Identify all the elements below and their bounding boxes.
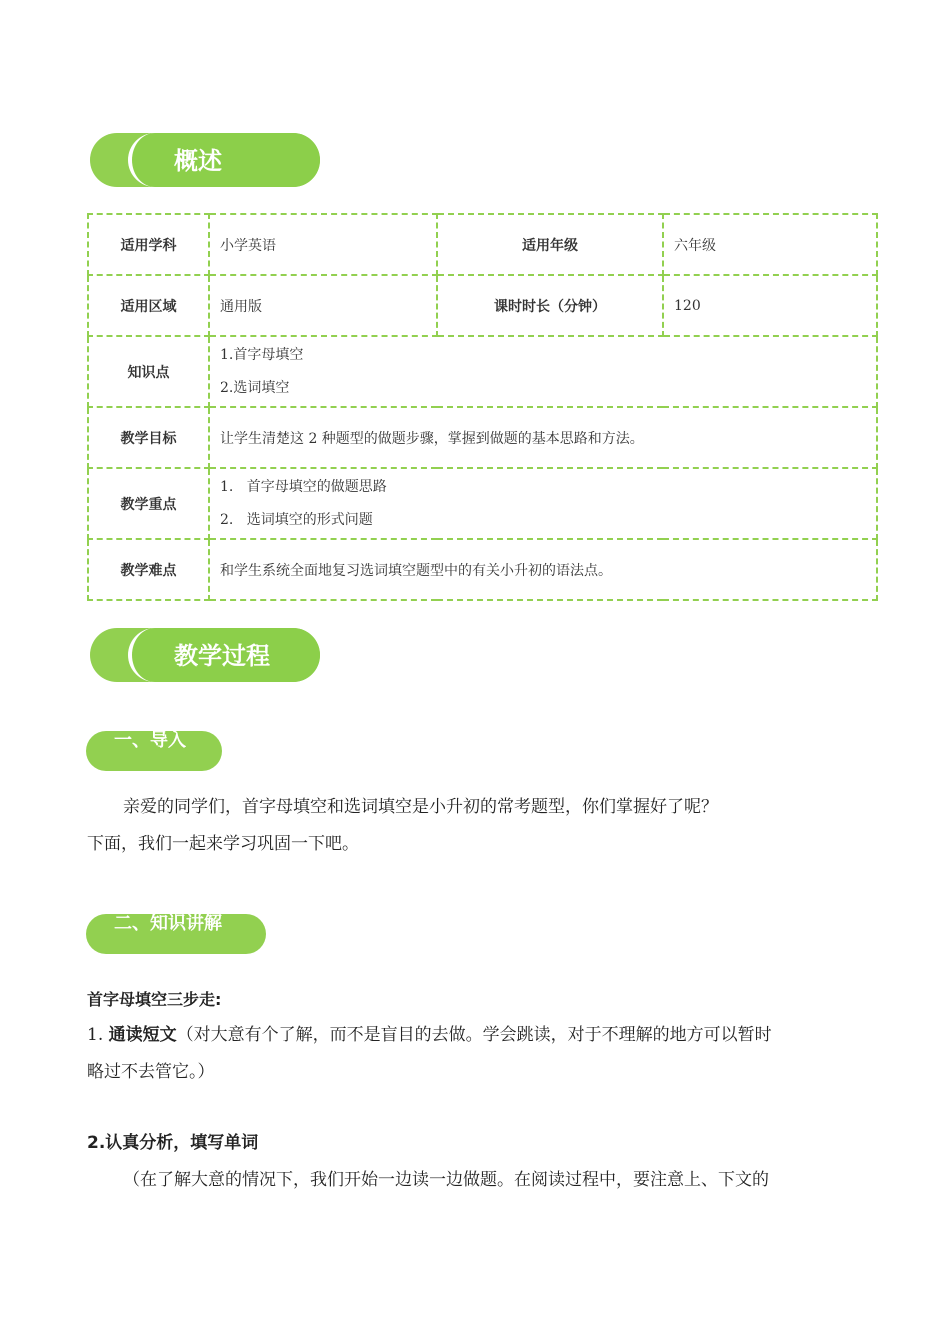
knowledge-title: 二、知识讲解 <box>114 913 222 934</box>
intro-line-1: 亲爱的同学们，首字母填空和选词填空是小升初的常考题型，你们掌握好了呢？ <box>123 797 718 817</box>
knowledge-label: 知识点 <box>88 336 209 407</box>
intro-line-2: 下面，我们一起来学习巩固一下吧。 <box>87 834 359 854</box>
table-row <box>88 407 877 468</box>
duration-value: 120 <box>663 275 877 336</box>
focus-value <box>209 468 877 539</box>
difficulty-value: 和学生系统全面地复习选词填空题型中的有关小升初的语法点。 <box>209 539 877 600</box>
table-row <box>88 468 877 539</box>
goal-label: 教学目标 <box>88 407 209 468</box>
intro-header <box>86 731 222 771</box>
course-info-table <box>87 213 878 601</box>
table-row <box>88 336 877 407</box>
grade-label: 适用年级 <box>437 214 663 275</box>
focus-item: 1. 首字母填空的做题思路 <box>220 478 387 495</box>
step-1-number: 1. <box>87 1025 109 1045</box>
step-2-title: 2.认真分析，填写单词 <box>87 1133 259 1153</box>
subject-value: 小学英语 <box>209 214 437 275</box>
overview-header <box>90 133 320 187</box>
process-header <box>90 628 320 682</box>
step-1-text: （对大意有个了解，而不是盲目的去做。学会跳读，对于不理解的地方可以暂时 <box>176 1025 772 1045</box>
intro-title: 一、导入 <box>114 730 186 751</box>
goal-value: 让学生清楚这 2 种题型的做题步骤，掌握到做题的基本思路和方法。 <box>209 407 877 468</box>
knowledge-item: 2.选词填空 <box>220 379 290 396</box>
step-1 <box>87 1017 877 1053</box>
focus-item: 2. 选词填空的形式问题 <box>220 511 373 528</box>
process-title: 教学过程 <box>174 642 270 670</box>
step-1-text-2: 略过不去管它。） <box>87 1062 215 1082</box>
focus-label: 教学重点 <box>88 468 209 539</box>
overview-header-inner <box>128 133 320 187</box>
step-2-text: （在了解大意的情况下，我们开始一边读一边做题。在阅读过程中，要注意上、下文的 <box>123 1170 769 1190</box>
difficulty-label: 教学难点 <box>88 539 209 600</box>
table-row <box>88 214 877 275</box>
region-value: 通用版 <box>209 275 437 336</box>
knowledge-heading: 首字母填空三步走: <box>87 990 222 1009</box>
region-label: 适用区域 <box>88 275 209 336</box>
table-row <box>88 539 877 600</box>
table-row <box>88 275 877 336</box>
step-1-title: 通读短文 <box>108 1025 177 1045</box>
knowledge-value <box>209 336 877 407</box>
subject-label: 适用学科 <box>88 214 209 275</box>
grade-value: 六年级 <box>663 214 877 275</box>
duration-label: 课时时长（分钟） <box>437 275 663 336</box>
knowledge-item: 1.首字母填空 <box>220 346 304 363</box>
knowledge-header <box>86 914 266 954</box>
overview-title: 概述 <box>174 147 222 175</box>
